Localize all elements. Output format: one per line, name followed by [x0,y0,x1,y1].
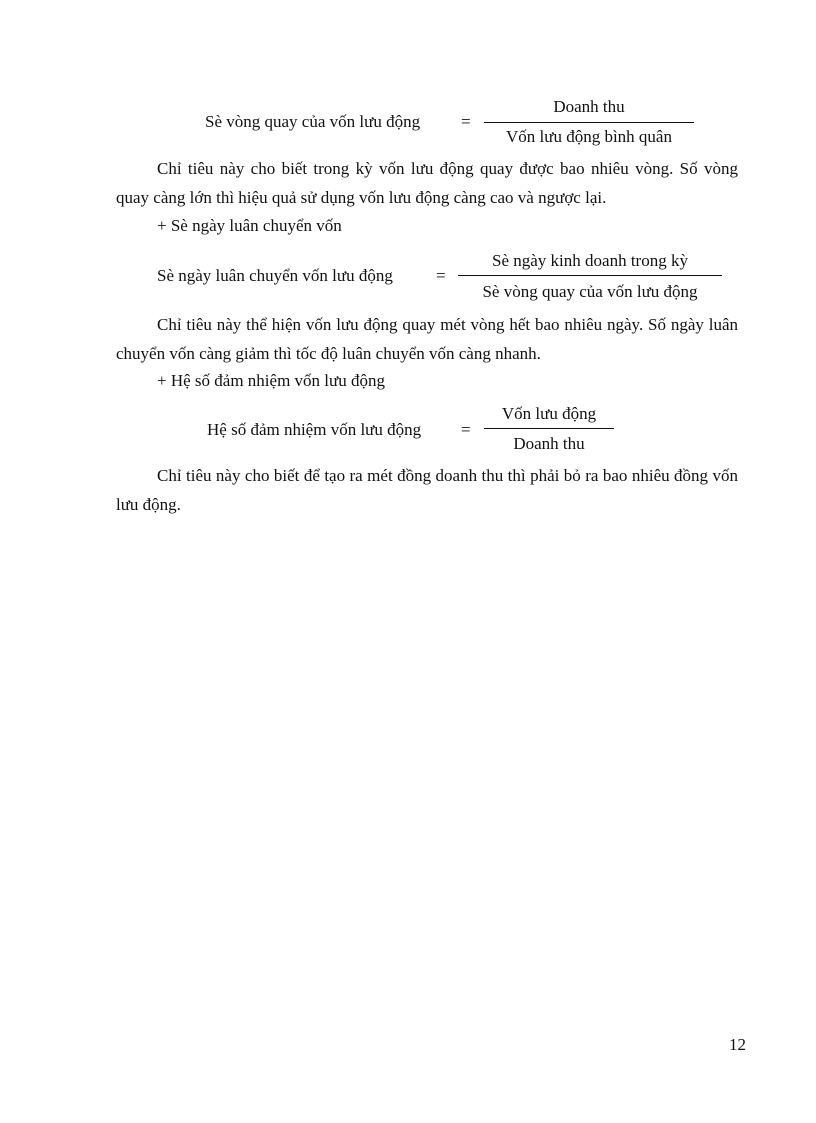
paragraph-turnover-explanation: Chỉ tiêu này cho biết trong kỳ vốn lưu động quay được bao nhiêu vòng. Số vòng quay càng lớn thì hiệu quả sử dụng vốn lưu động càng cao và ngược lại. [116,159,738,207]
formula-label: Hệ số đảm nhiệm vốn lưu động [207,420,422,439]
formula-label: Sè vòng quay của vốn lưu động [205,112,421,131]
fraction-bar [484,428,614,429]
paragraph-capital-load-explanation: Chỉ tiêu này cho biết để tạo ra mét đồng doanh thu thì phải bỏ ra bao nhiêu đồng vốn lưu động. [116,466,738,514]
fraction-bar [458,275,722,276]
fraction-numerator: Sè ngày kinh doanh trong kỳ [492,251,688,270]
fraction-denominator: Vốn lưu động bình quân [506,127,672,146]
section-heading-capital-load: + Hệ số đảm nhiệm vốn lưu động [157,371,385,390]
fraction-numerator: Vốn lưu động [501,404,597,423]
fraction-denominator: Doanh thu [513,434,585,453]
fraction-bar [484,122,694,123]
equals-sign: = [461,420,471,439]
formula-label: Sè ngày luân chuyển vốn lưu động [157,266,393,285]
fraction-denominator: Sè vòng quay của vốn lưu động [482,282,698,301]
equals-sign: = [436,266,446,285]
equals-sign: = [461,112,471,131]
page-number: 12 [729,1035,746,1054]
paragraph-rotation-explanation: Chỉ tiêu này thể hiện vốn lưu động quay mét vòng hết bao nhiêu ngày. Số ngày luân chuyển vốn càng giảm thì tốc độ luân chuyển vốn càng nhanh. [116,315,738,363]
section-heading-rotation-days: + Sè ngày luân chuyển vốn [157,216,342,235]
fraction-numerator: Doanh thu [553,97,625,116]
